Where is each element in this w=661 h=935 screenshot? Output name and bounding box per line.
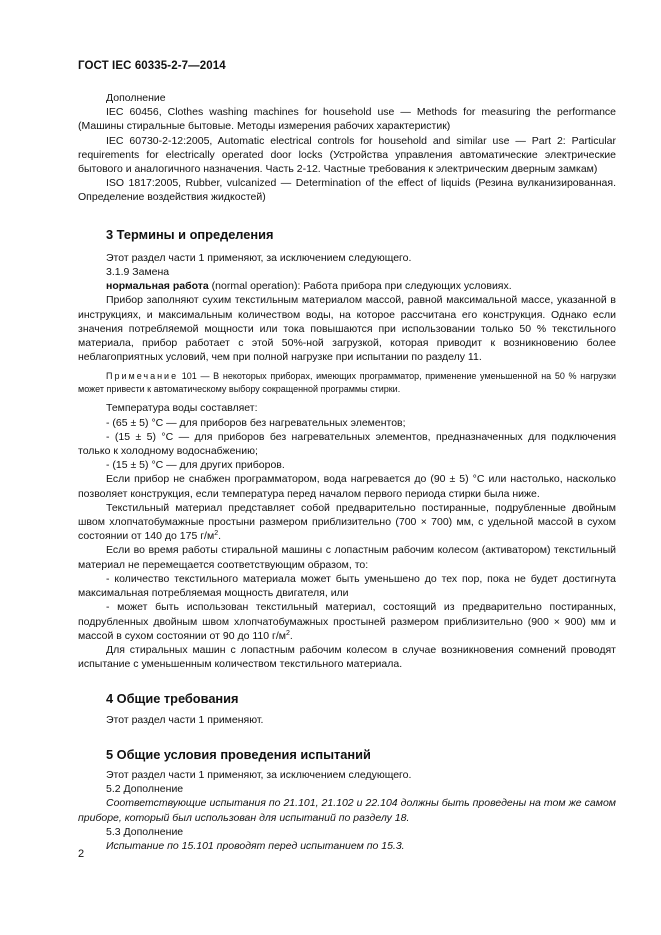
section-4-text: Этот раздел части 1 применяют. — [106, 713, 264, 726]
page-number: 2 — [78, 848, 85, 860]
page-body — [78, 91, 616, 853]
paragraph-doubt: Для стиральных машин с лопастным рабочим колесом в случае возникновения сомнений проводят испытание с уменьшенным количеством текстильного материала. — [78, 643, 616, 671]
paragraph-agitator: Если во время работы стиральной машины с лопастным рабочим колесом (активатором) текстильный материал не перемещается соответствующим образом, то: — [78, 544, 616, 571]
textile-text: Текстильный материал представляет собой предварительно постиранные, подрубленные двойным швом хлопчатобумажные простыни размером приблизительно (700 × 700) мм, с удельной массой в сухом состоянии от 140 до 175 г/м — [78, 501, 616, 543]
paragraph-textile — [78, 501, 616, 544]
term-description: (normal operation): Работа прибора при следующих условиях. — [208, 280, 512, 293]
superscript: 2 — [285, 629, 290, 637]
reference-iec-60456: IEC 60456, Clothes washing machines for household use — Methods for measuring the performance (Машины стиральные бытовые. Методы измерения рабочих характеристик) — [78, 106, 616, 133]
bullet-reduce-load: - количество текстильного материала может быть уменьшено до тех пор, пока не будет достигнута максимальная потребляемая мощность двигателя, или — [78, 572, 616, 600]
temperature-intro: Температура воды составляет: — [106, 402, 258, 415]
document-header: ГОСТ IEC 60335-2-7—2014 — [78, 60, 226, 72]
reference-iso-1817: ISO 1817:2005, Rubber, vulcanized — Determination of the effect of liquids (Резина вулканизированная. Определение воздействия жидкостей) — [78, 177, 616, 204]
term-name: нормальная работа — [106, 280, 209, 293]
note-101 — [78, 370, 616, 395]
section-5-3-label: 5.3 Дополнение — [106, 825, 184, 838]
term-definition — [78, 279, 616, 293]
temperature-item-1: - (65 ± 5) °С — для приборов без нагревательных элементов; — [106, 416, 406, 429]
section-5-2-label: 5.2 Дополнение — [106, 783, 184, 796]
reference-iec-60730: IEC 60730-2-12:2005, Automatic electrical controls for household and similar use — Part 2: Particular requirements for electrically operated door locks (Устройства управления автоматические электрические бытового и аналогичного назначения. Часть 2-12. Частные требования к электрическим дверным замкам) — [78, 134, 616, 176]
section-5-2-text: Соответствующие испытания по 21.101, 21.102 и 22.104 должны быть проведены на том же самом приборе, который был использован для испытаний по разделу 18. — [78, 797, 616, 824]
superscript: 2 — [214, 530, 219, 538]
temperature-item-3: - (15 ± 5) °С — для других приборов. — [106, 459, 285, 472]
alternative-textile-text: - может быть использован текстильный материал, состоящий из предварительно постиранных, подрубленных двойным швом хлопчатобумажных простыней размером приблизительно (900 × 900) мм и массой в сухом состоянии от 90 до 110 г/м — [78, 601, 616, 642]
period: . — [289, 629, 293, 642]
period: . — [218, 530, 222, 543]
section-3-intro: Этот раздел части 1 применяют, за исключением следующего. — [106, 251, 412, 264]
section-3-1-9-label: 3.1.9 Замена — [106, 266, 170, 279]
supplement-label: Дополнение — [106, 92, 166, 104]
section-5-3-text: Испытание по 15.101 проводят перед испытанием по 15.3. — [106, 839, 405, 852]
section-5-intro: Этот раздел части 1 применяют, за исключением следующего. — [106, 768, 412, 781]
bullet-alternative-textile — [78, 600, 616, 643]
section-3-heading: 3 Термины и определения — [106, 226, 274, 242]
section-4-heading: 4 Общие требования — [106, 691, 239, 707]
note-label: Примечание — [106, 371, 179, 382]
note-text: 101 — В некоторых приборах, имеющих программатор, применение уменьшенной на 50 % нагрузки может привести к автоматическому выбору сокращенной программы стирки. — [78, 371, 616, 394]
paragraph-load: Прибор заполняют сухим текстильным материалом массой, равной максимальной массе, указанной в инструкциях, и максимальным количеством воды, на которое рассчитана его конструкция. Однако если значения потребляемой мощности или тока повышаются при использовании только 50 % текстильного материала, прибор работает с этой 50%-ной загрузкой, которая приводит к возникновению более неблагоприятных условий, чем при полной нагрузке при испытании по разделу 11. — [78, 294, 616, 364]
section-5-heading: 5 Общие условия проведения испытаний — [106, 746, 371, 762]
paragraph-heating: Если прибор не снабжен программатором, вода нагревается до (90 ± 5) °С или настолько, насколько позволяет конструкция, если температура перед началом первого периода стирки была ниже. — [78, 473, 616, 500]
temperature-item-2: - (15 ± 5) °С — для приборов без нагревательных элементов, предназначенных для подключения только к холодному водоснабжению; — [78, 430, 616, 458]
